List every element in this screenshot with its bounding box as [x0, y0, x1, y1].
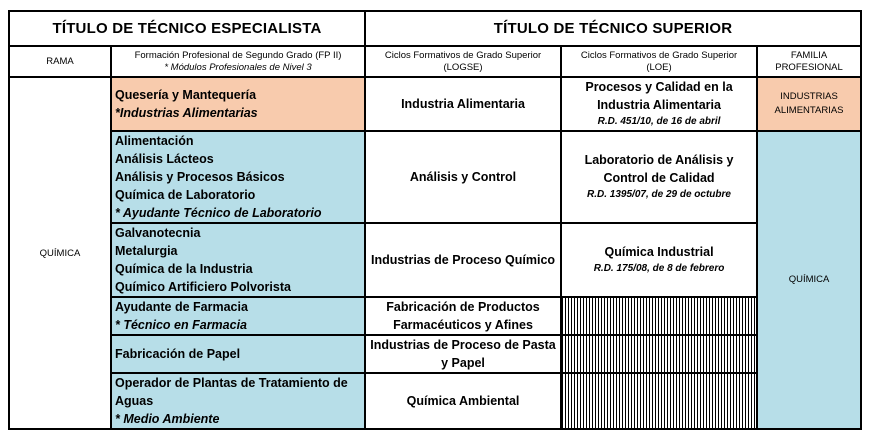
logse-title: Química Ambiental [406, 394, 520, 408]
fp-title: Análisis y Procesos Básicos [115, 170, 285, 184]
table-row [9, 223, 861, 297]
loe-cell [561, 223, 757, 297]
col-header-familia-line2: PROFESIONAL [775, 61, 843, 73]
logse-title: Análisis y Control [409, 170, 517, 184]
fp-cell [111, 77, 365, 131]
fp-cell [111, 131, 365, 223]
table-row [9, 77, 861, 131]
loe-real-decreto: R.D. 451/10, de 16 de abril [597, 116, 721, 127]
logse-title: Fabricación de Productos [386, 300, 540, 314]
modulo-nivel3: *Industrias Alimentarias [115, 106, 258, 120]
modulo-nivel3: * Medio Ambiente [115, 412, 220, 426]
fp-title: Operador de Plantas de Tratamiento de [115, 376, 348, 390]
fp-title: Aguas [115, 394, 154, 408]
col-header-loe-law: (LOE) [646, 61, 672, 73]
rama-cell: QUÍMICA [9, 77, 111, 429]
familia-alimentarias [757, 77, 861, 131]
modulo-nivel3: * Ayudante Técnico de Laboratorio [115, 206, 322, 220]
col-header-fp2-note: * Módulos Profesionales de Nivel 3 [164, 61, 312, 73]
modulo-nivel3: * Técnico en Farmacia [115, 318, 248, 332]
logse-title: Industrias de Proceso de Pasta [370, 338, 556, 352]
loe-title-line: Control de Calidad [603, 171, 715, 185]
fp-title: Metalurgia [115, 244, 178, 258]
header-tecnico-especialista: TÍTULO DE TÉCNICO ESPECIALISTA [9, 11, 365, 46]
fp-title: Fabricación de Papel [115, 347, 241, 361]
loe-no-equivalent-hatch [561, 297, 757, 335]
col-header-fp2 [111, 46, 365, 77]
loe-title-line: Química Industrial [604, 245, 714, 259]
table-row [9, 373, 861, 429]
logse-title: Industrias de Proceso Químico [370, 253, 556, 267]
logse-title: Industria Alimentaria [401, 97, 525, 111]
logse-cell [365, 223, 561, 297]
fp-cell [111, 335, 365, 373]
familia-alimentarias-line1: INDUSTRIAS [780, 91, 838, 102]
col-header-logse-title: Ciclos Formativos de Grado Superior [384, 49, 542, 61]
fp-title: Químico Artificiero Polvorista [115, 280, 291, 294]
table-row [9, 335, 861, 373]
fp-cell [111, 373, 365, 429]
fp-title: Ayudante de Farmacia [115, 300, 248, 314]
logse-cell [365, 77, 561, 131]
fp-cell [111, 297, 365, 335]
fp-cell [111, 223, 365, 297]
col-header-logse-law: (LOGSE) [443, 61, 483, 73]
loe-no-equivalent-hatch [561, 335, 757, 373]
fp-title: Quesería y Mantequería [115, 88, 257, 102]
loe-title-line: Procesos y Calidad en la [585, 80, 733, 94]
loe-cell [561, 77, 757, 131]
col-header-familia-line1: FAMILIA [790, 49, 828, 61]
col-header-logse [365, 46, 561, 77]
col-header-loe [561, 46, 757, 77]
familia-quimica: QUÍMICA [757, 131, 861, 429]
col-header-rama: RAMA [9, 46, 111, 77]
familia-alimentarias-line2: ALIMENTARIAS [774, 105, 844, 116]
loe-no-equivalent-hatch [561, 373, 757, 429]
fp-title: Química de Laboratorio [115, 188, 256, 202]
logse-title: y Papel [441, 356, 485, 370]
fp-title: Alimentación [115, 134, 194, 148]
logse-cell [365, 297, 561, 335]
loe-cell [561, 131, 757, 223]
col-header-familia [757, 46, 861, 77]
titles-equivalence-table [8, 10, 862, 430]
logse-cell [365, 373, 561, 429]
fp-title: Química de la Industria [115, 262, 253, 276]
loe-real-decreto: R.D. 175/08, de 8 de febrero [593, 263, 725, 274]
fp-title: Galvanotecnia [115, 226, 201, 240]
fp-title: Análisis Lácteos [115, 152, 214, 166]
table-row [9, 297, 861, 335]
logse-cell [365, 131, 561, 223]
loe-title-line: Laboratorio de Análisis y [584, 153, 734, 167]
col-header-fp2-title: Formación Profesional de Segundo Grado (FP II) [134, 49, 342, 61]
table-row [9, 131, 861, 223]
loe-real-decreto: R.D. 1395/07, de 29 de octubre [587, 189, 731, 200]
header-tecnico-superior: TÍTULO DE TÉCNICO SUPERIOR [365, 11, 861, 46]
logse-title: Farmacéuticos y Afines [393, 318, 533, 332]
logse-cell [365, 335, 561, 373]
loe-title-line: Industria Alimentaria [597, 98, 721, 112]
col-header-loe-title: Ciclos Formativos de Grado Superior [580, 49, 738, 61]
